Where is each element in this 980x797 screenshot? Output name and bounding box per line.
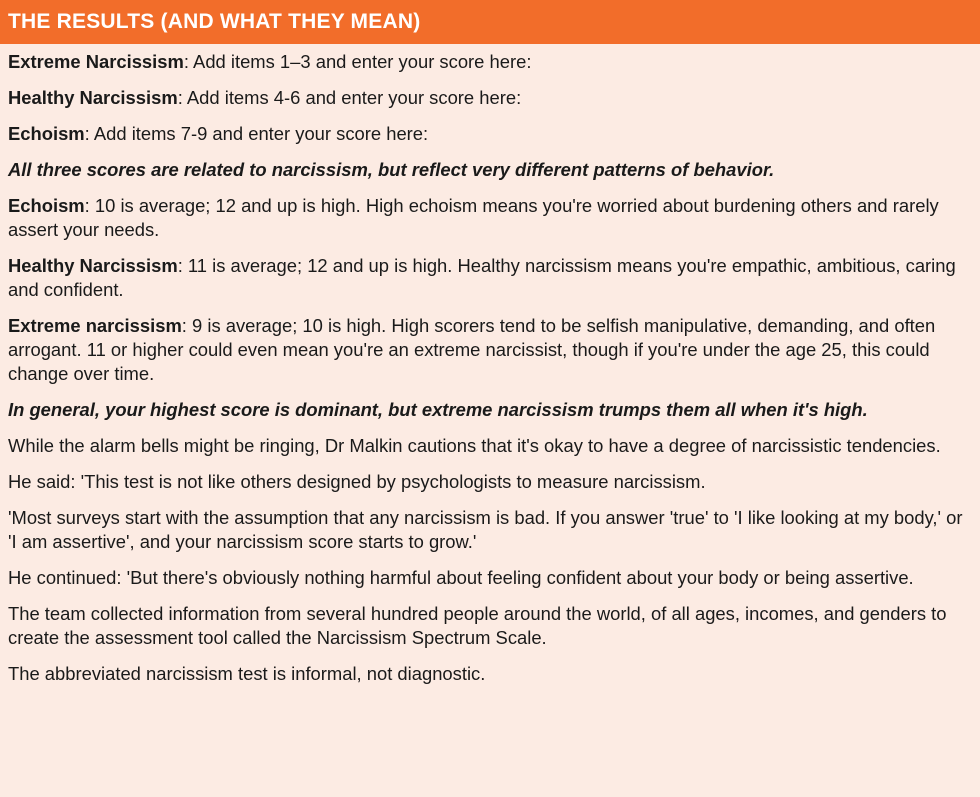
term-label: Echoism	[8, 195, 85, 216]
body-paragraph: He said: 'This test is not like others designed by psychologists to measure narcissism.	[8, 471, 706, 492]
term-label: Extreme Narcissism	[8, 51, 184, 72]
term-text: : Add items 1–3 and enter your score here:	[183, 51, 532, 72]
emphasis-statement: All three scores are related to narcissism, but reflect very different patterns of behavior.	[8, 159, 775, 180]
body-paragraph: The team collected information from several hundred people around the world, of all ages, incomes, and genders to create the assessment tool called the Narcissism Spectrum Scale.	[8, 603, 947, 648]
interpretation-healthy-narcissism	[8, 254, 972, 302]
body-paragraph: While the alarm bells might be ringing, Dr Malkin cautions that it's okay to have a degree of narcissistic tendencies.	[8, 435, 941, 456]
results-content	[0, 44, 980, 686]
term-text: : 11 is average; 12 and up is high. Healthy narcissism means you're empathic, ambitious, caring and confident.	[8, 255, 956, 300]
term-label: Healthy Narcissism	[8, 255, 178, 276]
term-text: : 9 is average; 10 is high. High scorers tend to be selfish manipulative, demanding, and often arrogant. 11 or higher could even mean you're an extreme narcissist, though if you're under the age 25, this could change over time.	[8, 315, 936, 384]
body-paragraph: He continued: 'But there's obviously nothing harmful about feeling confident about your body or being assertive.	[8, 567, 914, 588]
body-paragraph: The abbreviated narcissism test is informal, not diagnostic.	[8, 663, 486, 684]
section-header: THE RESULTS (AND WHAT THEY MEAN)	[0, 0, 980, 44]
interpretation-echoism	[8, 194, 972, 242]
term-label: Echoism	[8, 123, 85, 144]
interpretation-extreme-narcissism	[8, 314, 972, 386]
term-text: : 10 is average; 12 and up is high. High echoism means you're worried about burdening others and rarely assert your needs.	[8, 195, 939, 240]
scoring-healthy-narcissism	[8, 86, 972, 110]
scoring-extreme-narcissism	[8, 50, 972, 74]
term-label: Healthy Narcissism	[8, 87, 178, 108]
term-label: Extreme narcissism	[8, 315, 182, 336]
term-text: : Add items 7-9 and enter your score here:	[84, 123, 429, 144]
emphasis-statement: In general, your highest score is dominant, but extreme narcissism trumps them all when it's high.	[8, 399, 868, 420]
body-paragraph: 'Most surveys start with the assumption that any narcissism is bad. If you answer 'true' to 'I like looking at my body,' or 'I am assertive', and your narcissism score starts to grow.'	[8, 507, 963, 552]
term-text: : Add items 4-6 and enter your score here:	[177, 87, 522, 108]
scoring-echoism	[8, 122, 972, 146]
